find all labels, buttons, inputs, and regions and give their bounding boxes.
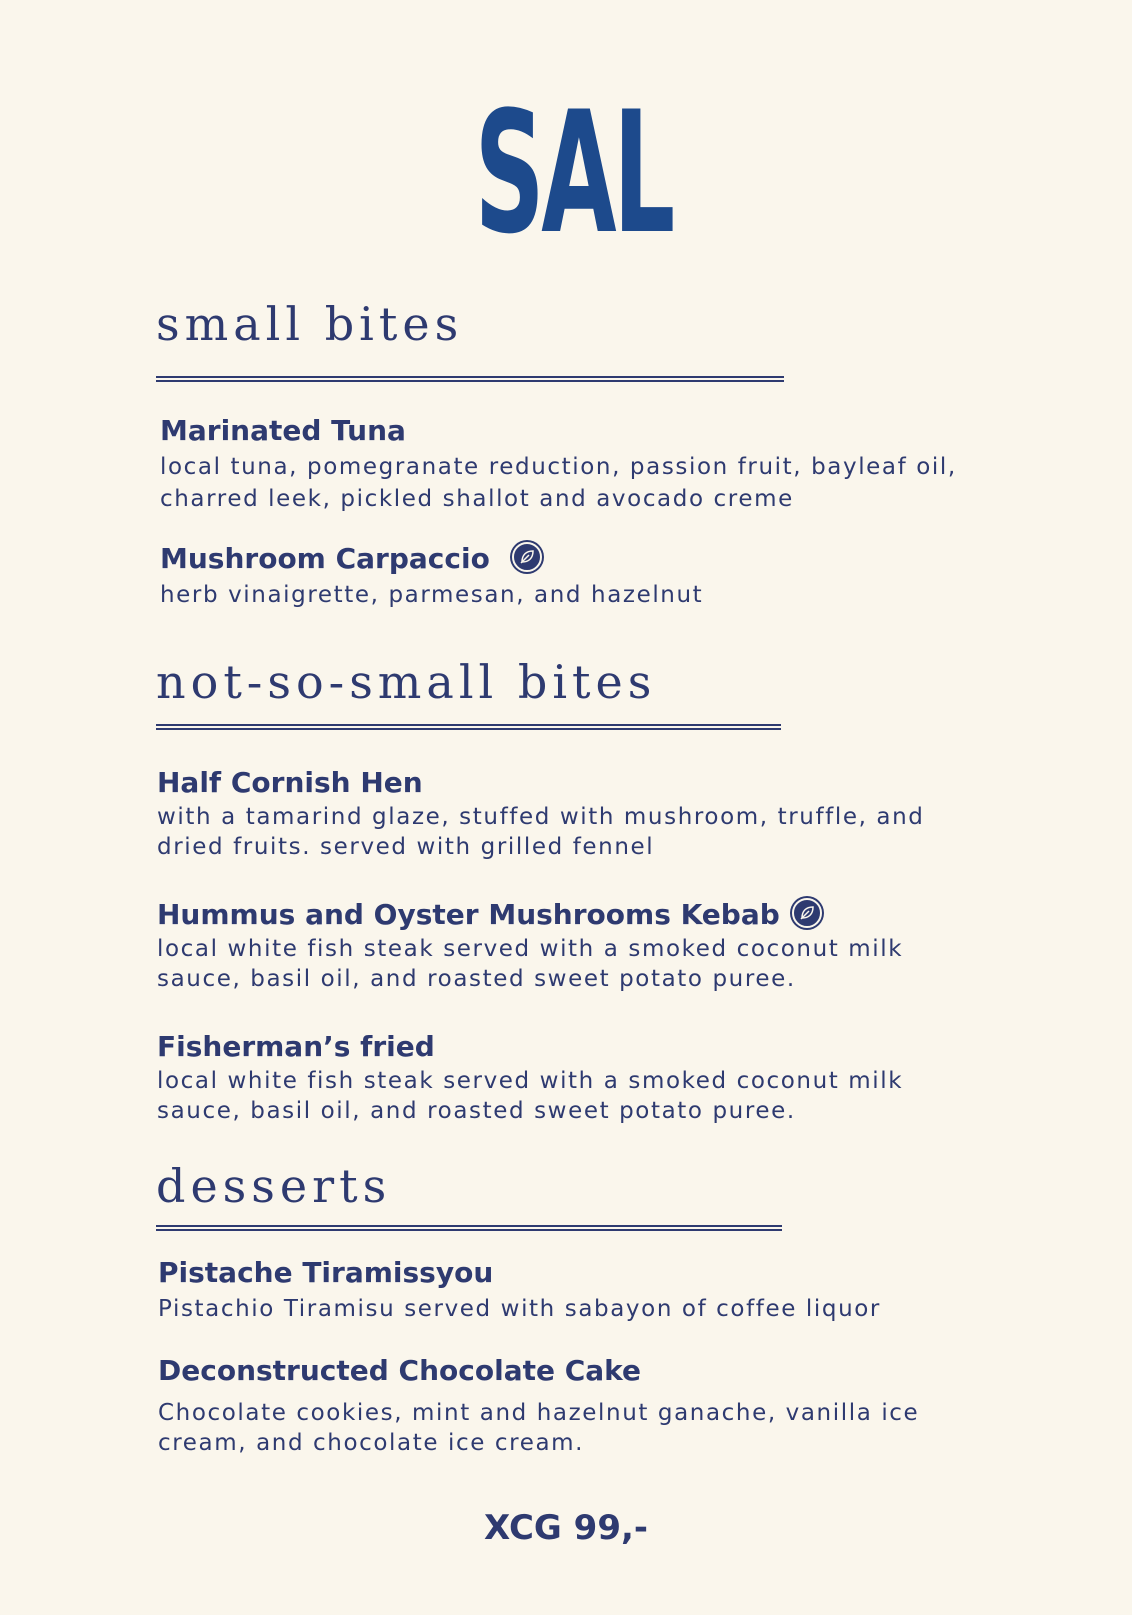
leaf-icon — [512, 542, 542, 572]
dish-description: sauce, basil oil, and roasted sweet potato puree. — [157, 1098, 796, 1124]
dish-name: Mushroom Carpaccio — [160, 542, 490, 575]
dish-name: Half Cornish Hen — [157, 766, 423, 799]
section-divider — [156, 376, 784, 382]
dish-name: Pistache Tiramissyou — [158, 1256, 494, 1289]
menu-price: XCG 99,- — [483, 1508, 649, 1548]
dish-name: Fisherman’s fried — [157, 1030, 435, 1063]
dish-name: Hummus and Oyster Mushrooms Kebab — [157, 898, 780, 931]
dish-name-row — [160, 542, 542, 576]
section-title-small-bites: small bites — [156, 297, 464, 351]
dish-description: local white fish steak served with a smoked coconut milk — [157, 936, 904, 962]
dish-name-row — [157, 898, 822, 932]
dish-description: Pistachio Tiramisu served with sabayon of coffee liquor — [158, 1296, 881, 1322]
dish-description: local white fish steak served with a smoked coconut milk — [157, 1068, 904, 1094]
dish-description: Chocolate cookies, mint and hazelnut ganache, vanilla ice — [158, 1400, 920, 1426]
section-title-desserts: desserts — [156, 1159, 392, 1213]
dish-description: herb vinaigrette, parmesan, and hazelnut — [160, 582, 704, 608]
section-divider — [156, 724, 781, 730]
section-divider — [156, 1225, 782, 1231]
dish-description: cream, and chocolate ice cream. — [158, 1430, 585, 1456]
dish-description: local tuna, pomegranate reduction, passion fruit, bayleaf oil, — [160, 454, 957, 480]
dish-description: sauce, basil oil, and roasted sweet potato puree. — [157, 966, 796, 992]
section-title-not-so-small-bites: not-so-small bites — [156, 655, 657, 709]
restaurant-logo: SAL — [474, 75, 672, 271]
dish-description: charred leek, pickled shallot and avocado creme — [160, 486, 794, 512]
dish-description: with a tamarind glaze, stuffed with mushroom, truffle, and — [157, 804, 925, 830]
dish-description: dried fruits. served with grilled fennel — [157, 834, 655, 860]
dish-name: Marinated Tuna — [160, 414, 406, 447]
leaf-icon — [792, 898, 822, 928]
dish-name: Deconstructed Chocolate Cake — [158, 1354, 642, 1387]
